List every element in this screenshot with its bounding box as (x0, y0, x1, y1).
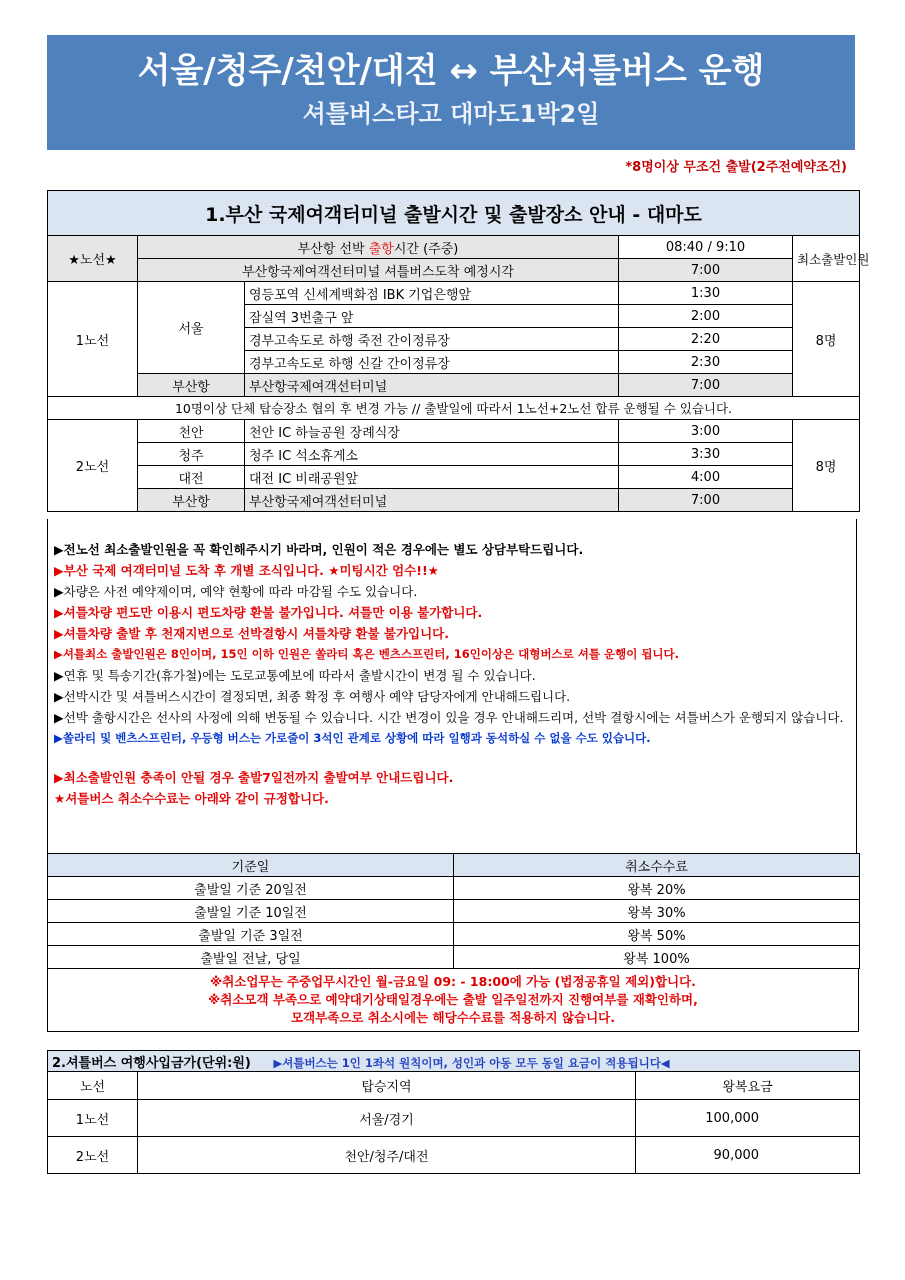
stop-city: 천안 (138, 420, 245, 443)
stop-time: 4:00 (619, 466, 793, 489)
price-route: 2노선 (48, 1137, 138, 1174)
note-item: ▶최소출발인원 충족이 안될 경우 출발7일전까지 출발여부 안내드립니다. (54, 770, 454, 785)
price-area: 서울/경기 (138, 1100, 636, 1137)
page-title: 서울/청주/천안/대전 ↔ 부산셔틀버스 운행 (137, 51, 765, 91)
stop-time: 1:30 (619, 282, 793, 305)
stop-city: 대전 (138, 466, 245, 489)
section2-note: ▶셔틀버스는 1인 1좌석 원칙이며, 성인과 아동 모두 동일 요금이 적용됩니다◀ (273, 1055, 670, 1070)
fee-value: 왕복 100% (454, 946, 860, 969)
fee-note: ※취소모객 부족으로 예약대기상태일경우에는 출발 일주일전까지 진행여부를 재확인하며, (208, 992, 698, 1007)
fee-value: 왕복 20% (454, 877, 860, 900)
stop-time: 2:30 (619, 351, 793, 374)
note-item: ▶선박시간 및 셔틀버스시간이 결정되면, 최종 확정 후 여행사 예약 담당자에게 안내해드립니다. (54, 689, 571, 704)
fee-col-fee: 취소수수료 (454, 854, 860, 877)
fee-basis: 출발일 기준 3일전 (48, 923, 454, 946)
stop-place: 경부고속도로 하행 죽전 간이정류장 (245, 328, 619, 351)
notes-box (47, 519, 857, 853)
route1-city: 서울 (138, 282, 245, 374)
route2-busan-place: 부산항국제여객선터미널 (245, 489, 619, 512)
route1-busan-label: 부산항 (138, 374, 245, 397)
stop-place: 경부고속도로 하행 신갈 간이정류장 (245, 351, 619, 374)
group-note: 10명이상 단체 탑승장소 협의 후 변경 가능 // 출발일에 따라서 1노선+2노선 합류 운행될 수 있습니다. (48, 397, 860, 420)
stop-city: 청주 (138, 443, 245, 466)
note-item: ▶차량은 사전 예약제이며, 예약 현황에 따라 마감될 수도 있습니다. (54, 584, 418, 599)
route1-busan-time: 7:00 (619, 374, 793, 397)
note-item: ▶셔틀최소 출발인원은 8인이며, 15인 이하 인원은 쏠라티 혹은 벤츠스프린터, 16인이상은 대형버스로 셔틀 운행이 됩니다. (54, 647, 680, 661)
note-item: ▶전노선 최소출발인원을 꼭 확인해주시기 바라며, 인원이 적은 경우에는 별도 상담부탁드립니다. (54, 542, 584, 557)
price-route: 1노선 (48, 1100, 138, 1137)
page-subtitle: 셔틀버스타고 대마도1박2일 (302, 100, 600, 128)
note-item: ▶부산 국제 여객터미널 도착 후 개별 조식입니다. ★미팅시간 엄수!!★ (54, 563, 439, 578)
note-item: ▶선박 출항시간은 선사의 사정에 의해 변동될 수 있습니다. 시간 변경이 있을 경우 안내해드리며, 선박 결항시에는 셔틀버스가 운행되지 않습니다. (54, 710, 844, 725)
section2-caption (48, 1051, 860, 1072)
price-col-area: 탑승지역 (138, 1072, 636, 1100)
price-table (47, 1050, 860, 1174)
fee-note: 모객부족으로 취소시에는 해당수수료를 적용하지 않습니다. (290, 1010, 616, 1025)
cancellation-fee-table (47, 853, 860, 969)
top-notice: *8명이상 무조건 출발(2주전예약조건) (625, 160, 847, 175)
schedule-table (47, 190, 870, 512)
fee-note: ※취소업무는 주중업무시간인 월-금요일 09: - 18:00에 가능 (법정공휴일 제외)합니다. (210, 974, 696, 989)
route2-busan-label: 부산항 (138, 489, 245, 512)
note-item: ▶쏠라티 및 벤츠스프린터, 우등형 버스는 가로줄이 3석인 관계로 상황에 따라 일행과 동석하실 수 없을 수도 있습니다. (54, 731, 651, 745)
section2-title: 2.셔틀버스 여행사입금가(단위:원) (52, 1055, 251, 1071)
header-banner (47, 35, 855, 150)
route1-min: 8명 (793, 282, 860, 397)
stop-place: 잠실역 3번출구 앞 (245, 305, 619, 328)
stop-place: 천안 IC 하늘공원 장례식장 (245, 420, 619, 443)
route1-name: 1노선 (48, 282, 138, 397)
stop-place: 청주 IC 석소휴게소 (245, 443, 619, 466)
price-value: 100,000 (636, 1100, 860, 1137)
route2-name: 2노선 (48, 420, 138, 512)
route-header: ★노선★ (48, 236, 138, 282)
stop-place: 대전 IC 비래공원앞 (245, 466, 619, 489)
min-passengers-header: 최소출발인원 (793, 236, 860, 282)
note-item: ▶연휴 및 특송기간(휴가철)에는 도로교통예보에 따라서 출발시간이 변경 될 수 있습니다. (54, 668, 536, 683)
section1-title: 1.부산 국제여객터미널 출발시간 및 출발장소 안내 - 대마도 (48, 191, 860, 236)
price-value: 90,000 (636, 1137, 860, 1174)
route2-min: 8명 (793, 420, 860, 512)
fee-col-basis: 기준일 (48, 854, 454, 877)
fee-value: 왕복 30% (454, 900, 860, 923)
stop-time: 2:00 (619, 305, 793, 328)
stop-time: 2:20 (619, 328, 793, 351)
stop-time: 3:30 (619, 443, 793, 466)
fee-basis: 출발일 기준 20일전 (48, 877, 454, 900)
stop-time: 3:00 (619, 420, 793, 443)
note-item: ★셔틀버스 취소수수료는 아래와 같이 규정합니다. (54, 791, 329, 806)
ship-departure-label: 부산항 선박 출항시간 (주중) (138, 236, 619, 259)
fee-value: 왕복 50% (454, 923, 860, 946)
arrival-time: 7:00 (619, 259, 793, 282)
fee-basis: 출발일 기준 10일전 (48, 900, 454, 923)
price-col-price: 왕복요금 (636, 1072, 860, 1100)
route2-busan-time: 7:00 (619, 489, 793, 512)
stop-place: 영등포역 신세계백화점 IBK 기업은행앞 (245, 282, 619, 305)
price-col-route: 노선 (48, 1072, 138, 1100)
route1-busan-place: 부산항국제여객선터미널 (245, 374, 619, 397)
price-area: 천안/청주/대전 (138, 1137, 636, 1174)
fee-notes (47, 968, 859, 1032)
arrival-label: 부산항국제여객선터미널 셔틀버스도착 예정시각 (138, 259, 619, 282)
fee-basis: 출발일 전날, 당일 (48, 946, 454, 969)
note-item: ▶셔틀차량 출발 후 천재지변으로 선박결항시 셔틀차량 환불 불가입니다. (54, 626, 450, 641)
note-item: ▶셔틀차량 편도만 이용시 편도차량 환불 불가입니다. 셔틀만 이용 불가합니다. (54, 605, 483, 620)
ship-departure-time: 08:40 / 9:10 (619, 236, 793, 259)
